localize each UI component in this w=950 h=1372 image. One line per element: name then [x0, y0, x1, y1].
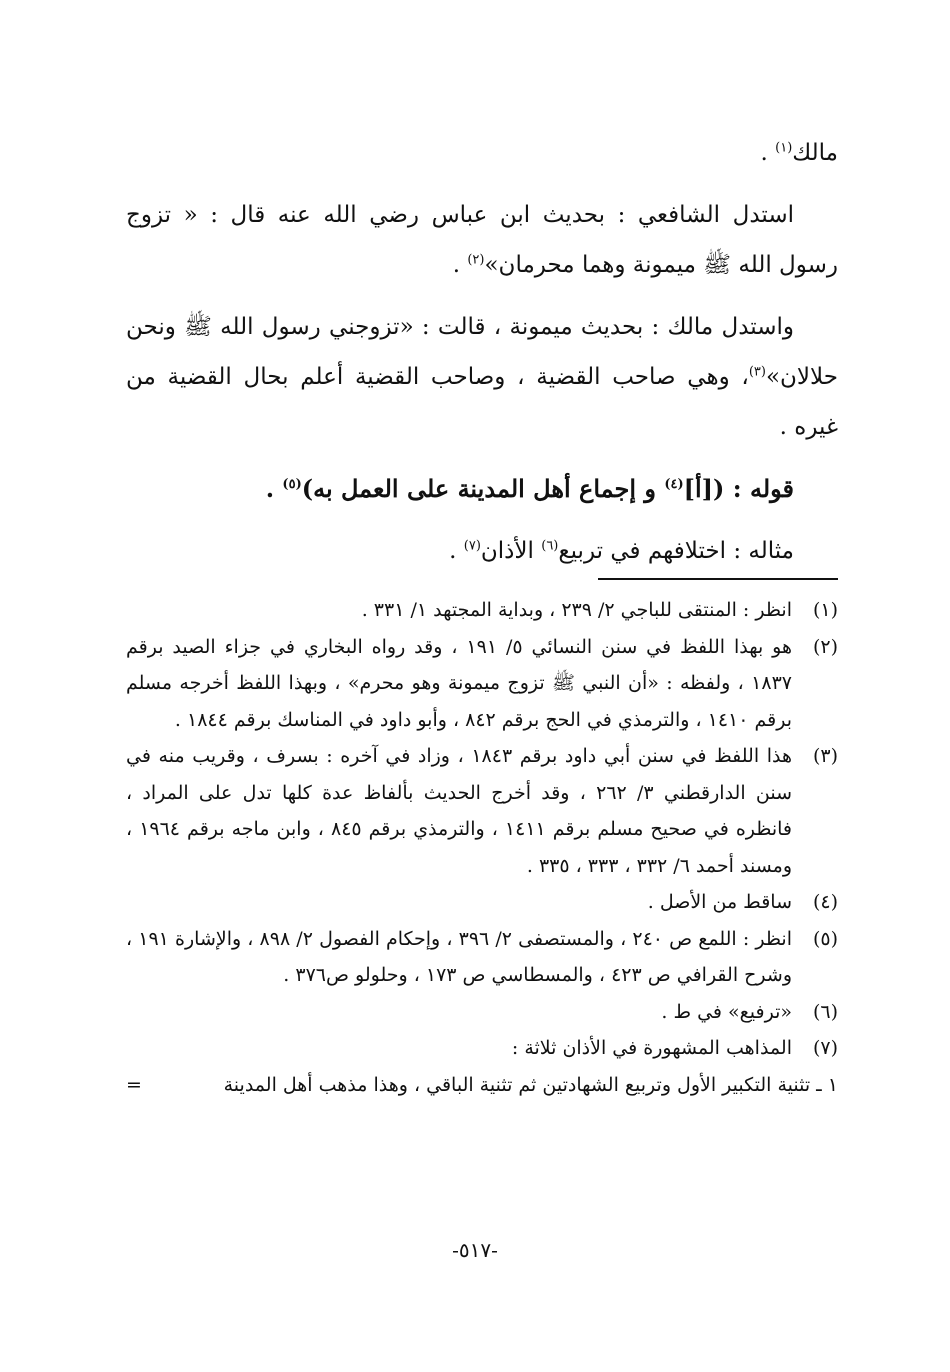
footnote-ref: (٣): [748, 364, 766, 380]
paragraph-text: الأذان: [480, 538, 542, 564]
footnote-text: هذا اللفظ في سنن أبي داود برقم ١٨٤٣ ، وزاد في آخره : بسرف ، وقريب منه في سنن الدارقطني ٣/ ٢٦٢ ، وقد أخرج الحديث بألفاظ عدة كلها تدل على المراد ، فانظره في صحيح مسلم برقم ١٤١١ ، والترمذي برقم ٨٤٥ ، وابن ماجه برقم ١٩٦٤ ، ومسند أحمد ٦/ ٣٣٢ ، ٣٣٣ ، ٣٣٥ .: [126, 745, 793, 877]
footnotes: [126, 592, 838, 1103]
paragraph-4: [126, 464, 838, 514]
paragraph-text: مالك: [792, 140, 838, 166]
paragraph-text: و إجماع أهل المدينة على العمل به): [301, 474, 665, 503]
paragraph-end: .: [265, 474, 283, 503]
footnote-4: [126, 884, 838, 921]
footnote-text: ساقط من الأصل .: [647, 891, 792, 913]
footnote-separator: [598, 578, 838, 580]
footnote-ref: (٥): [282, 477, 302, 492]
footnote-subitem-text: ١ ـ تثنية التكبير الأول وتربيع الشهادتين ثم تثنية الباقي ، وهذا مذهب أهل المدينة: [223, 1073, 838, 1096]
footnote-number: (١): [812, 599, 838, 621]
footnote-number: (٧): [812, 1037, 838, 1059]
footnote-text: انظر : اللمع ص ٢٤٠ ، والمستصفى ٢/ ٣٩٦ ، وإحكام الفصول ٢/ ٨٩٨ ، والإشارة ١٩١ ، وشرح القرافي ص ٤٢٣ ، والمسطاسي ص ١٧٣ ، وحلولو ص٣٧٦ .: [126, 927, 793, 986]
footnote-number: (٦): [812, 1000, 838, 1023]
paragraph-2: [126, 190, 838, 290]
footnote-1: [126, 592, 838, 629]
footnote-number: (٣): [812, 745, 838, 767]
paragraph-5: [126, 526, 838, 576]
continuation-mark: =: [126, 1073, 142, 1096]
paragraph-end: .: [760, 140, 776, 166]
footnote-text: هو بهذا اللفظ في سنن النسائي ٥/ ١٩١ ، وقد رواه البخاري في جزاء الصيد برقم ١٨٣٧ ، ولفظه : «أن النبي ﷺ تزوج ميمونة وهو محرم» ، وبهذا اللفظ أخرجه مسلم برقم ١٤١٠ ، والترمذي في الحج برقم ٨٤٢ ، وأبو داود في المناسك برقم ١٨٤٤ .: [126, 635, 793, 731]
paragraph-text: استدل الشافعي : بحديث ابن عباس رضي الله عنه قال : « تزوج رسول الله ﷺ ميمونة وهما محرمان»: [126, 202, 838, 278]
footnote-text: «ترفيع» في ط .: [661, 1000, 792, 1023]
footnote-ref: (٢): [467, 252, 485, 268]
paragraph-text: مثاله : اختلافهم في تربيع: [558, 538, 794, 564]
footnote-number: (٤): [812, 891, 838, 913]
footnote-number: (٢): [812, 635, 838, 658]
paragraph-end: ، وهي صاحب القضية ، وصاحب القضية أعلم بحال القضية من غيره .: [126, 364, 838, 440]
footnote-2: [126, 629, 838, 739]
footnote-ref: (٧): [463, 538, 481, 554]
footnote-3: [126, 738, 838, 884]
page-number: -٥١٧-: [452, 1238, 498, 1262]
paragraph-1: [126, 128, 838, 178]
footnote-5: [126, 921, 838, 994]
footnote-7: [126, 1030, 838, 1067]
footnote-text: انظر : المنتقى للباجي ٢/ ٢٣٩ ، وبداية المجتهد ١/ ٣٣١ .: [361, 599, 792, 621]
footnote-7-item-1: [126, 1067, 838, 1104]
paragraph-end: .: [452, 252, 468, 278]
footnote-ref: (٤): [664, 477, 684, 492]
main-text: [126, 128, 838, 588]
footnote-ref: (٦): [541, 538, 559, 554]
footnote-ref: (١): [775, 140, 793, 156]
footnote-6: [126, 994, 838, 1031]
footnote-text: المذاهب المشهورة في الأذان ثلاثة :: [511, 1037, 792, 1059]
paragraph-3: [126, 302, 838, 452]
paragraph-text: قوله : ([أ]: [683, 474, 794, 503]
footnote-number: (٥): [812, 927, 838, 950]
paragraph-text: واستدل مالك : بحديث ميمونة ، قالت : «تزوجني رسول الله ﷺ ونحن حلالان»: [126, 314, 838, 390]
paragraph-end: .: [449, 538, 464, 564]
